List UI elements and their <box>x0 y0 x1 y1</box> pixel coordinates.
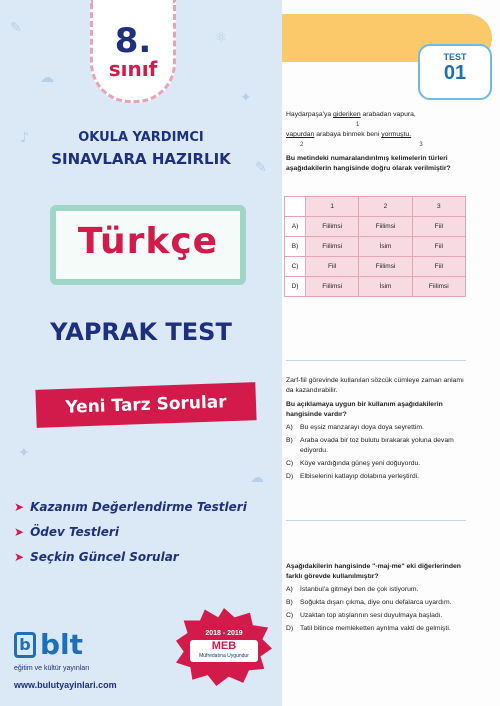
answer-table <box>284 196 466 297</box>
table-row: B) Fiilimsi İsim Fiil <box>285 237 466 257</box>
doodle-icon: ☁ <box>250 470 264 486</box>
answer-option[interactable]: D) Tatil bitince memleketten ayrılma vakti de gelmişti. <box>286 625 451 632</box>
doodle-icon: ✦ <box>240 90 252 106</box>
question-2 <box>286 376 466 482</box>
answer-option[interactable]: B) Araba ovada bir toz bulutu bırakarak yoluna devam ediyordu. <box>286 437 454 454</box>
doodle-icon: ✎ <box>10 20 22 36</box>
question-3 <box>286 562 466 634</box>
bullet-arrow-icon: ➤ <box>14 500 25 514</box>
seal-label: MEB <box>211 640 237 652</box>
bullet-arrow-icon: ➤ <box>14 550 25 564</box>
answer-option[interactable]: A) İstanbul'a gitmeyi ben de çok istiyorum. <box>286 586 419 593</box>
feature-item: ➤ Kazanım Değerlendirme Testleri <box>14 500 247 514</box>
ribbon-banner <box>35 382 256 428</box>
sample-page <box>282 0 500 706</box>
prep-line-2: SINAVLARA HAZIRLIK <box>51 150 231 168</box>
doodle-icon: ☁ <box>40 70 54 86</box>
divider <box>286 520 466 521</box>
divider <box>286 360 466 361</box>
answer-option[interactable]: A) Bu eşsiz manzarayı doya doya seyrettim. <box>286 424 424 431</box>
feature-list <box>14 500 247 575</box>
answer-option[interactable]: B) Soğukta dışarı çıkma, diye onu defalarca uyardım. <box>286 599 452 606</box>
subject-box <box>50 205 246 285</box>
table-row: D) Fiilimsi İsim Fiilimsi <box>285 277 466 297</box>
doodle-icon: ⚛ <box>215 30 228 46</box>
answer-option[interactable]: C) Köye vardığında güneş yeni doğuyordu. <box>286 460 421 467</box>
seal-label-box <box>190 640 258 662</box>
publisher-tagline: eğitim ve kültür yayınları <box>14 665 90 672</box>
logo-mark: b <box>14 632 36 658</box>
doodle-icon: ✎ <box>255 160 267 176</box>
test-number: 01 <box>443 62 467 84</box>
doodle-icon: ✦ <box>18 445 30 461</box>
seal-sub: Müfredatına Uygundur <box>199 653 249 659</box>
prep-line-1: OKULA YARDIMCI <box>78 130 204 145</box>
table-row: A) Fiilimsi Fiilimsi Fiil <box>285 217 466 237</box>
ribbon-text: Yeni Tarz Sorular <box>65 392 227 418</box>
grade-number: 8. <box>114 21 152 61</box>
grade-tab <box>90 0 176 103</box>
feature-item: ➤ Seçkin Güncel Sorular <box>14 550 179 564</box>
meb-seal <box>176 608 272 686</box>
table-header-row: 1 2 3 <box>285 197 466 217</box>
answer-option[interactable]: C) Uzaktan top atışlarının sesi duyulmaya başladı. <box>286 612 443 619</box>
question-1-prompt: Bu metindeki numaralandırılmış kelimelerin türleri aşağıdakilerin hangisinde doğru olarak verilmiştir? <box>286 155 451 172</box>
logo-text: blt <box>40 628 84 661</box>
question-2-intro: Zarf-fiil görevinde kullanılan sözcük cümleye zaman anlamı da kazandırabilir. <box>286 377 464 394</box>
subject-title: Türkçe <box>77 221 219 262</box>
bullet-arrow-icon: ➤ <box>14 525 25 539</box>
grade-word: sınıf <box>108 57 158 81</box>
question-2-prompt: Bu açıklamaya uygun bir kullanım aşağıdakilerin hangisinde vardır? <box>286 401 443 418</box>
question-3-prompt: Aşağıdakilerin hangisinde "-maj-me" eki diğerlerinden farklı görevde kullanılmıştır? <box>286 563 461 580</box>
book-title: YAPRAK TEST <box>50 318 232 346</box>
question-1-text: Haydarpaşa'ya gideriken arabadan vapura, 1 vapurdan arabaya binmek beni yormuştu. 2 3 Bu metindeki numaralandırılmış kelimelerin türleri aşağıdakilerin hangisinde doğru olarak verilmiştir? <box>286 111 451 172</box>
publisher-website: www.bulutyayinlari.com <box>14 680 117 690</box>
publisher-logo <box>14 628 83 661</box>
doodle-icon: ♪ <box>20 130 29 146</box>
feature-item: ➤ Ödev Testleri <box>14 525 119 539</box>
answer-option[interactable]: D) Elbiselerini katlayıp dolabına yerleştirdi. <box>286 473 420 480</box>
seal-years: 2018 - 2019 <box>205 630 243 637</box>
test-badge <box>418 44 492 100</box>
test-label: TEST <box>443 52 467 62</box>
table-row: C) Fiil Fiilimsi Fiil <box>285 257 466 277</box>
